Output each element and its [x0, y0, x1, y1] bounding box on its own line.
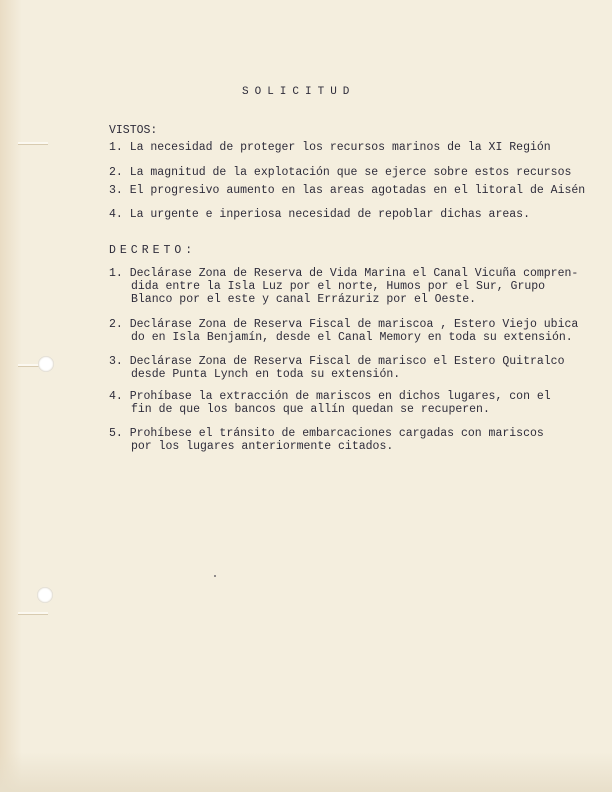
- punch-hole: [38, 356, 54, 372]
- vistos-item: 4. La urgente e inperiosa necesidad de repoblar dichas areas.: [109, 208, 530, 221]
- decreto-item-1-line: 1. Declárase Zona de Reserva de Vida Marina el Canal Vicuña compren-: [109, 267, 579, 280]
- vistos-item: 2. La magnitud de la explotación que se ejerce sobre estos recursos: [109, 166, 572, 179]
- paper-tear-mark: [18, 142, 48, 145]
- decreto-heading: DECRETO:: [109, 244, 197, 257]
- paper-tear-mark: [18, 612, 48, 615]
- decreto-item-1-line: Blanco por el este y canal Errázuriz por el Oeste.: [131, 293, 477, 306]
- ink-dot: [214, 575, 216, 577]
- punch-hole: [37, 587, 53, 603]
- decreto-item-3-line: desde Punta Lynch en toda su extensión.: [131, 368, 401, 381]
- decreto-item-4-line: fin de que los bancos que allín quedan se recuperen.: [131, 403, 490, 416]
- decreto-item-3-line: 3. Declárase Zona de Reserva Fiscal de marisco el Estero Quitralco: [109, 355, 565, 368]
- vistos-item: 1. La necesidad de proteger los recursos marinos de la XI Región: [109, 141, 551, 154]
- page-bottom-shadow: [0, 752, 612, 792]
- decreto-item-4-line: 4. Prohíbase la extracción de mariscos en dichos lugares, con el: [109, 390, 551, 403]
- decreto-item-1-line: dida entre la Isla Luz por el norte, Humos por el Sur, Grupo: [131, 280, 546, 293]
- document-title: SOLICITUD: [242, 86, 356, 98]
- decreto-item-5-line: por los lugares anteriormente citados.: [131, 440, 394, 453]
- decreto-item-5-line: 5. Prohíbese el tránsito de embarcaciones cargadas con mariscos: [109, 427, 544, 440]
- vistos-item: 3. El progresivo aumento en las areas agotadas en el litoral de Aisén: [109, 184, 586, 197]
- decreto-item-2-line: 2. Declárase Zona de Reserva Fiscal de mariscoa , Estero Viejo ubica: [109, 318, 579, 331]
- binding-margin-shadow: [0, 0, 22, 792]
- decreto-item-2-line: do en Isla Benjamín, desde el Canal Memory en toda su extensión.: [131, 331, 573, 344]
- vistos-heading: VISTOS:: [109, 124, 158, 137]
